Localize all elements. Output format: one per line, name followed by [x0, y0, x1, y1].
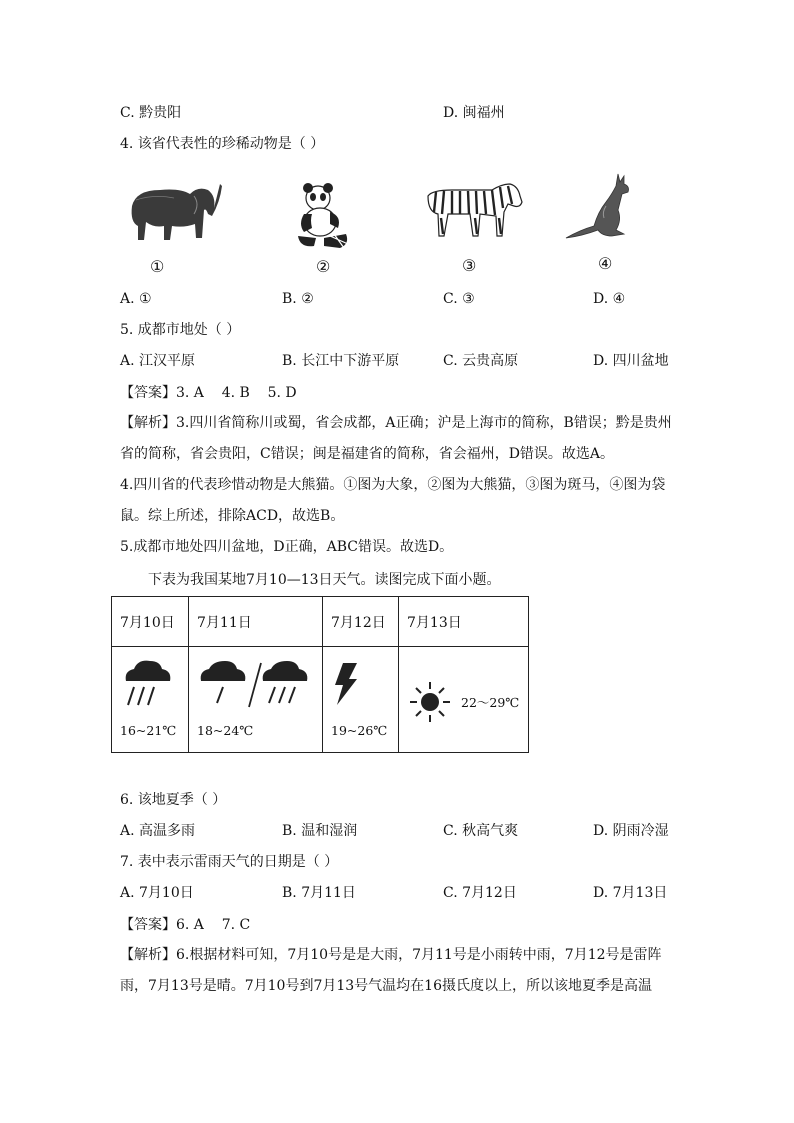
table-intro: 下表为我国某地7月10—13日天气。读图完成下面小题。 — [148, 572, 501, 588]
q5-stem: 5. 成都市地处（ ） — [120, 322, 241, 338]
temp-jul13: 22～29℃ — [461, 695, 520, 710]
q5-option-a: A. 江汉平原 — [120, 353, 196, 369]
q6-stem: 6. 该地夏季（ ） — [120, 792, 227, 808]
header-cell-jul13: 7月13日 — [399, 597, 529, 647]
light-to-moderate-rain-icon — [199, 659, 315, 709]
q7-option-d: D. 7月13日 — [593, 885, 668, 901]
weather-cell-jul12 — [323, 647, 399, 753]
weather-cell-jul11 — [189, 647, 323, 753]
weather-cell-jul10 — [112, 647, 189, 753]
kangaroo-image — [562, 172, 638, 242]
q6-option-d: D. 阴雨冷湿 — [593, 823, 669, 839]
q6-option-b: B. 温和湿润 — [282, 823, 358, 839]
q4-option-d: D. ④ — [593, 291, 626, 307]
zebra-image — [422, 182, 526, 240]
answer-6-7: 【答案】6. A 7. C — [120, 917, 251, 933]
q6-option-c: C. 秋高气爽 — [443, 823, 519, 839]
answer-3-5: 【答案】3. A 4. B 5. D — [120, 385, 297, 401]
image-label-4: ④ — [598, 254, 613, 273]
heavy-rain-icon — [122, 657, 172, 709]
image-label-1: ① — [150, 257, 165, 276]
panda-image — [290, 182, 352, 252]
header-cell-jul11: 7月11日 — [189, 597, 323, 647]
q7-option-b: B. 7月11日 — [282, 885, 356, 901]
image-label-2: ② — [316, 257, 331, 276]
analysis-q4: 4.四川省的代表珍惜动物是大熊猫。①图为大象，②图为大熊猫，③图为斑马，④图为袋鼠。综上所述，排除ACD，故选B。 — [120, 477, 666, 524]
q4-option-c: C. ③ — [443, 291, 475, 307]
q4-option-b: B. ② — [282, 291, 314, 307]
header-cell-jul10: 7月10日 — [112, 597, 189, 647]
analysis-q6: 【解析】6.根据材料可知，7月10号是是大雨，7月11号是小雨转中雨，7月12号是雷阵雨，7月13号是晴。7月10号到7月13号气温均在16摄氏度以上，所以该地夏季是高温 — [120, 947, 662, 994]
temp-jul10: 16~21℃ — [120, 723, 177, 738]
sun-icon — [409, 681, 451, 723]
temp-jul12: 19~26℃ — [331, 723, 388, 738]
q3-option-d: D. 闽福州 — [443, 105, 505, 121]
header-cell-jul12: 7月12日 — [323, 597, 399, 647]
q5-option-c: C. 云贵高原 — [443, 353, 519, 369]
elephant-image — [124, 178, 224, 250]
q6-option-a: A. 高温多雨 — [120, 823, 196, 839]
image-label-3: ③ — [462, 256, 477, 275]
temp-jul11: 18~24℃ — [197, 723, 254, 738]
thunderstorm-icon — [333, 663, 359, 705]
q7-stem: 7. 表中表示雷雨天气的日期是（ ） — [120, 854, 339, 870]
weather-cell-jul13 — [399, 647, 529, 753]
weather-table — [111, 596, 529, 753]
q3-option-c: C. 黔贵阳 — [120, 105, 182, 121]
analysis-q3: 【解析】3.四川省简称川或蜀，省会成都，A正确；沪是上海市的简称，B错误；黔是贵州省的简称，省会贵阳，C错误；闽是福建省的简称，省会福州，D错误。故选A。 — [120, 415, 672, 462]
q4-stem: 4. 该省代表性的珍稀动物是（ ） — [120, 136, 325, 152]
q7-option-a: A. 7月10日 — [120, 885, 194, 901]
q5-option-d: D. 四川盆地 — [593, 353, 669, 369]
q7-option-c: C. 7月12日 — [443, 885, 517, 901]
q5-option-b: B. 长江中下游平原 — [282, 353, 400, 369]
analysis-q5: 5.成都市地处四川盆地，D正确，ABC错误。故选D。 — [120, 539, 454, 555]
q4-option-a: A. ① — [120, 291, 152, 307]
